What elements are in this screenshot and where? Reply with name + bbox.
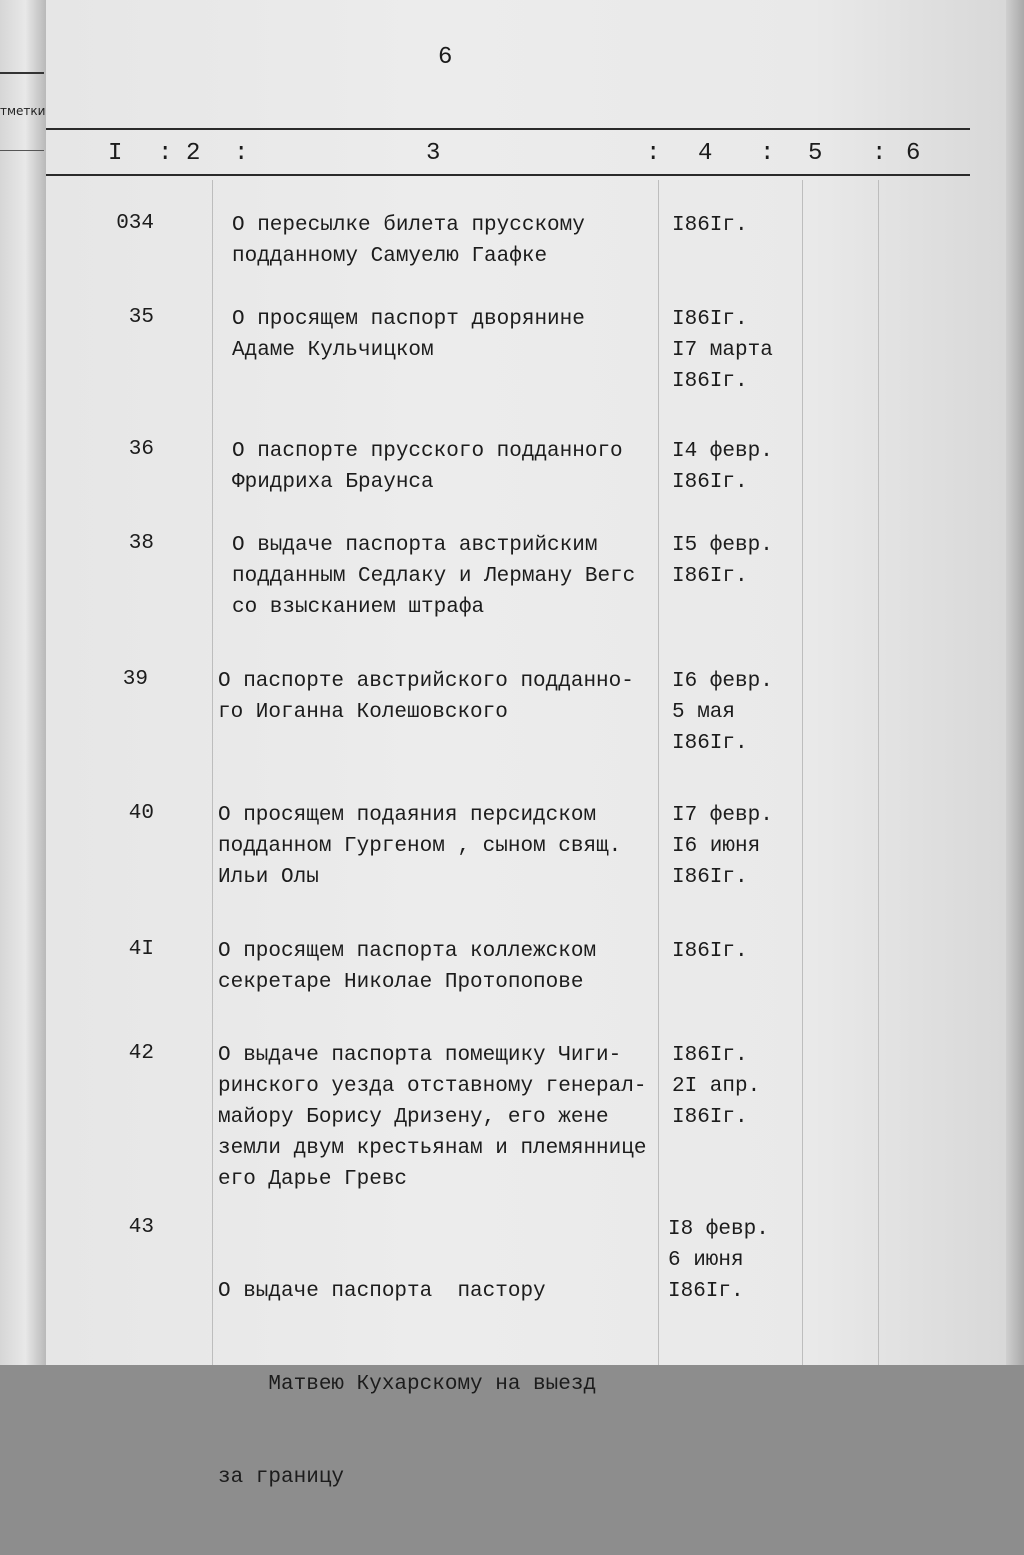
col-header-3: 3 xyxy=(426,140,442,167)
description-line: за границу xyxy=(218,1466,345,1489)
row-dates xyxy=(668,1214,769,1307)
col-header-1: I xyxy=(108,140,124,167)
description-line: со взысканием штрафа xyxy=(232,596,485,619)
row-number: 38 xyxy=(128,532,154,555)
row-description xyxy=(232,436,623,498)
date-line: I86Iг. xyxy=(672,866,748,889)
description-line: Ильи Олы xyxy=(218,866,319,889)
row-number: 4I xyxy=(128,938,154,961)
divider xyxy=(0,150,44,151)
adjacent-page-edge xyxy=(0,0,48,1365)
column-divider xyxy=(802,180,803,1365)
date-line: 2I апр. xyxy=(672,1075,761,1098)
description-line: О паспорте австрийского подданно- xyxy=(218,670,634,693)
date-line: I86Iг. xyxy=(672,214,748,237)
description-line: его Дарье Гревс xyxy=(218,1168,408,1191)
col-header-4: 4 xyxy=(698,140,714,167)
page-number: 6 xyxy=(438,44,453,71)
description-line: О просящем подаяния персидском xyxy=(218,804,597,827)
row-dates xyxy=(672,1040,760,1133)
description-line: секретаре Николае Протопопове xyxy=(218,971,584,994)
adjacent-page-label: тметки xyxy=(0,104,46,118)
col-separator: : xyxy=(872,140,888,167)
date-line: 5 мая xyxy=(672,701,736,724)
row-number: 42 xyxy=(128,1042,154,1065)
col-header-5: 5 xyxy=(808,140,824,167)
description-line: О выдаче паспорта пастору xyxy=(218,1280,546,1303)
row-description xyxy=(218,666,634,728)
date-line: I86Iг. xyxy=(672,940,748,963)
row-number: 40 xyxy=(128,802,154,825)
row-dates xyxy=(672,666,773,759)
row-dates xyxy=(672,530,773,592)
date-line: I86Iг. xyxy=(672,471,748,494)
row-dates xyxy=(672,800,773,893)
description-line: О просящем паспорта коллежском xyxy=(218,940,597,963)
row-dates xyxy=(672,436,773,498)
column-divider xyxy=(878,180,879,1365)
description-line: подданным Седлаку и Лерману Вегс xyxy=(232,565,636,588)
date-line: I7 февр. xyxy=(672,804,773,827)
col-separator: : xyxy=(234,140,250,167)
page-stack-edge xyxy=(1006,0,1024,1365)
col-separator: : xyxy=(760,140,776,167)
row-dates xyxy=(672,304,773,397)
column-divider xyxy=(212,180,213,1365)
description-line: подданном Гургеном , сыном свящ. xyxy=(218,835,622,858)
description-line: земли двум крестьянам и племяннице xyxy=(218,1137,647,1160)
date-line: I5 февр. xyxy=(672,534,773,557)
col-separator: : xyxy=(646,140,662,167)
description-line: О просящем паспорт дворянине xyxy=(232,308,585,331)
date-line: I86Iг. xyxy=(668,1280,744,1303)
description-line: О паспорте прусского подданного xyxy=(232,440,623,463)
row-number: 034 xyxy=(116,212,154,235)
description-line: О выдаче паспорта помещику Чиги- xyxy=(218,1044,622,1067)
description-line: ринского уезда отставному генерал- xyxy=(218,1075,647,1098)
row-description xyxy=(218,936,596,998)
header-top-rule xyxy=(46,128,970,130)
description-line: подданному Самуелю Гаафке xyxy=(232,245,548,268)
date-line: I86Iг. xyxy=(672,1044,748,1067)
header-bottom-rule xyxy=(46,174,970,176)
date-line: I86Iг. xyxy=(672,370,748,393)
col-header-2: 2 xyxy=(186,140,202,167)
date-line: I86Iг. xyxy=(672,565,748,588)
description-line: Фридриха Браунса xyxy=(232,471,434,494)
date-line: I4 февр. xyxy=(672,440,773,463)
description-line: Адаме Кульчицком xyxy=(232,339,434,362)
date-line: I86Iг. xyxy=(672,732,748,755)
description-line: О пересылке билета прусскому xyxy=(232,214,585,237)
row-number: 35 xyxy=(128,306,154,329)
row-description xyxy=(218,1040,646,1195)
description-line: Матвею Кухарскому на выезд xyxy=(218,1373,597,1396)
row-number: 43 xyxy=(128,1216,154,1239)
date-line: I6 февр. xyxy=(672,670,773,693)
row-dates xyxy=(672,936,748,967)
row-description xyxy=(218,1214,596,1555)
date-line: I7 марта xyxy=(672,339,773,362)
row-description xyxy=(218,800,621,893)
description-line: О выдаче паспорта австрийским xyxy=(232,534,598,557)
col-separator: : xyxy=(158,140,174,167)
row-description xyxy=(232,530,635,623)
divider xyxy=(0,72,44,74)
row-number: 36 xyxy=(128,438,154,461)
description-line: го Иоганна Колешовского xyxy=(218,701,508,724)
row-number: 39 xyxy=(122,668,148,691)
column-divider xyxy=(658,180,659,1365)
col-header-6: 6 xyxy=(906,140,922,167)
date-line: I6 июня xyxy=(672,835,761,858)
row-description xyxy=(232,304,585,366)
date-line: I86Iг. xyxy=(672,308,748,331)
date-line: I86Iг. xyxy=(672,1106,748,1129)
row-description xyxy=(232,210,585,272)
date-line: I8 февр. xyxy=(668,1218,769,1241)
row-dates xyxy=(672,210,748,241)
date-line: 6 июня xyxy=(668,1249,744,1272)
description-line: майору Борису Дризену, его жене xyxy=(218,1106,609,1129)
